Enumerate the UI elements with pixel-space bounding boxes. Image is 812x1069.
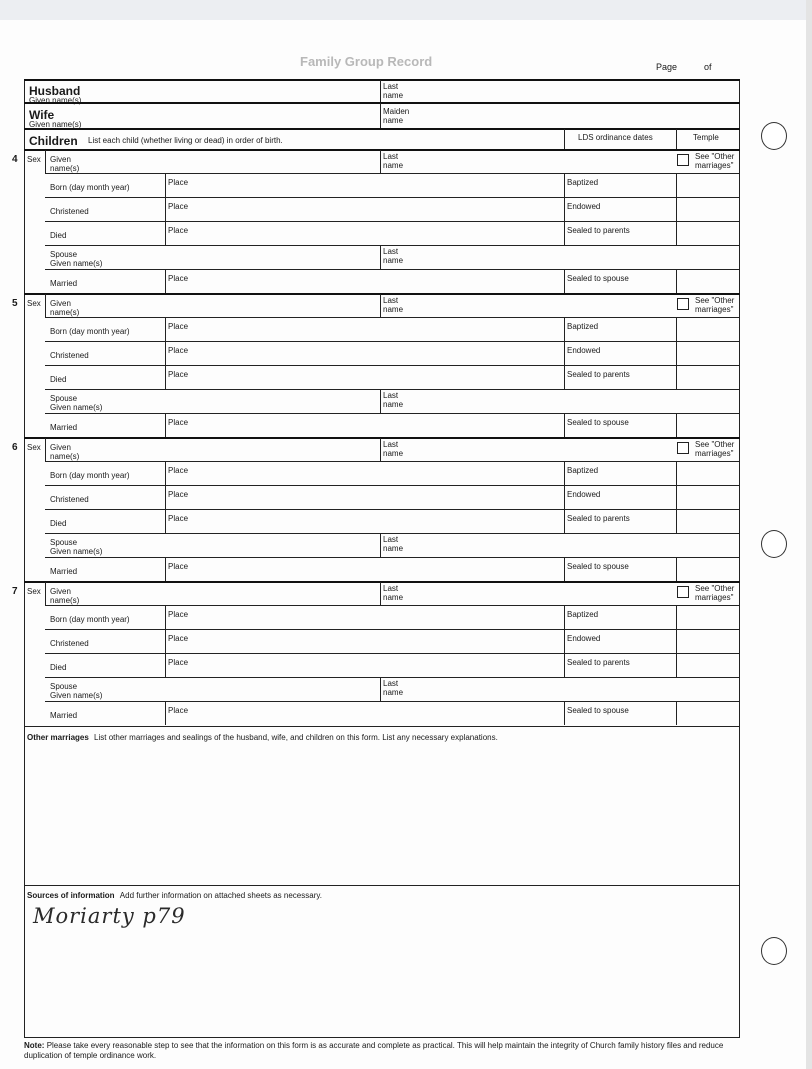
child-5-lds-divider xyxy=(564,317,565,389)
children-temple-divider xyxy=(676,129,677,149)
sealed-to-spouse-date-field[interactable] xyxy=(620,270,672,292)
last-name-label: Last name xyxy=(383,440,404,458)
sealed-to-parents-temple-field[interactable] xyxy=(678,510,736,532)
married-date-field[interactable] xyxy=(48,558,163,580)
born-label: Born (day month year) xyxy=(50,183,130,192)
given-name-label: Given name(s) xyxy=(50,155,80,173)
child-7-married-date-divider xyxy=(165,701,166,725)
born-date-field[interactable] xyxy=(48,174,163,196)
sealed-to-parents-label: Sealed to parents xyxy=(567,370,630,379)
christened-date-field[interactable] xyxy=(48,198,163,220)
child-7-date-divider xyxy=(165,605,166,677)
christened-label: Christened xyxy=(50,351,89,360)
given-name-field[interactable] xyxy=(95,439,375,459)
child-7-temple-divider xyxy=(676,605,677,677)
baptized-date-field[interactable] xyxy=(620,174,672,196)
place-label: Place xyxy=(168,178,189,187)
child-5-spouse-last-divider xyxy=(380,389,381,413)
endowed-temple-field[interactable] xyxy=(678,630,736,652)
sources-handwritten-entry[interactable]: Moriarty p79 xyxy=(33,904,186,928)
temple-column-label: Temple xyxy=(693,133,719,142)
married-place-field[interactable] xyxy=(200,558,560,580)
christened-date-field[interactable] xyxy=(48,486,163,508)
spouse-last-name-field[interactable] xyxy=(420,246,735,268)
last-name-field[interactable] xyxy=(420,295,670,315)
given-name-field[interactable] xyxy=(95,151,375,171)
other-marriages-label: Other marriages xyxy=(27,733,89,742)
child-6-lds-divider xyxy=(564,461,565,533)
spouse-last-label: Last name xyxy=(383,247,404,265)
endowed-date-field[interactable] xyxy=(620,342,672,364)
born-place-field[interactable] xyxy=(200,606,560,628)
note-body: Please take every reasonable step to see that the information on this form is as accurate and complete as practical. This will help maintain the integrity of Church family history files and reduce duplication of temple ordinance work. xyxy=(24,1041,724,1060)
child-6-last-divider xyxy=(380,438,381,461)
last-name-field[interactable] xyxy=(420,583,670,603)
sealed-to-parents-label: Sealed to parents xyxy=(567,514,630,523)
christened-label: Christened xyxy=(50,495,89,504)
see-other-marriages-checkbox[interactable] xyxy=(677,298,689,310)
wife-name-field[interactable] xyxy=(100,104,375,126)
child-6-sex-divider xyxy=(45,438,46,461)
scan-top-band xyxy=(0,0,812,20)
endowed-label: Endowed xyxy=(567,634,601,643)
endowed-temple-field[interactable] xyxy=(678,198,736,220)
endowed-date-field[interactable] xyxy=(620,630,672,652)
child-5-married-temple-divider xyxy=(676,413,677,437)
born-date-field[interactable] xyxy=(48,318,163,340)
wife-maiden-label: Maiden name xyxy=(383,107,410,125)
sealed-to-parents-label: Sealed to parents xyxy=(567,658,630,667)
note-text xyxy=(24,1041,740,1061)
died-place-field[interactable] xyxy=(200,222,560,244)
sealed-to-parents-temple-field[interactable] xyxy=(678,654,736,676)
given-name-label: Given name(s) xyxy=(50,443,80,461)
place-label: Place xyxy=(168,274,189,283)
wife-label: Wife xyxy=(29,108,55,122)
baptized-label: Baptized xyxy=(567,466,599,475)
child-6-date-divider xyxy=(165,461,166,533)
child-7-sex-divider xyxy=(45,582,46,605)
sealed-to-spouse-temple-field[interactable] xyxy=(678,702,736,724)
died-date-field[interactable] xyxy=(48,654,163,676)
christened-label: Christened xyxy=(50,639,89,648)
see-other-marriages-label: See "Other marriages" xyxy=(695,584,735,602)
child-4-spouse-last-divider xyxy=(380,245,381,269)
form-bottom-border xyxy=(24,1037,740,1038)
died-place-field[interactable] xyxy=(200,366,560,388)
sealed-to-parents-label: Sealed to parents xyxy=(567,226,630,235)
baptized-label: Baptized xyxy=(567,610,599,619)
endowed-temple-field[interactable] xyxy=(678,342,736,364)
place-label: Place xyxy=(168,466,189,475)
child-6-spouse-last-divider xyxy=(380,533,381,557)
child-4-last-divider xyxy=(380,150,381,173)
endowed-label: Endowed xyxy=(567,490,601,499)
child-4-sex-divider xyxy=(45,150,46,173)
married-place-field[interactable] xyxy=(200,702,560,724)
place-label: Place xyxy=(168,610,189,619)
other-marriages-field[interactable] xyxy=(26,745,736,883)
given-name-label: Given name(s) xyxy=(50,587,80,605)
spouse-last-label: Last name xyxy=(383,679,404,697)
place-label: Place xyxy=(168,706,189,715)
child-6-married-temple-divider xyxy=(676,557,677,581)
married-date-field[interactable] xyxy=(48,270,163,292)
place-label: Place xyxy=(168,418,189,427)
see-other-marriages-label: See "Other marriages" xyxy=(695,440,735,458)
baptized-label: Baptized xyxy=(567,178,599,187)
born-place-field[interactable] xyxy=(200,318,560,340)
of-label: of xyxy=(704,62,712,72)
sources-instruction: Add further information on attached sheets as necessary. xyxy=(119,891,322,900)
sealed-to-spouse-date-field[interactable] xyxy=(620,558,672,580)
spouse-last-label: Last name xyxy=(383,391,404,409)
binder-hole-middle xyxy=(761,530,787,558)
note-label: Note: xyxy=(24,1041,45,1050)
sealed-to-parents-temple-field[interactable] xyxy=(678,222,736,244)
binder-hole-bottom xyxy=(761,937,787,965)
child-7-married-lds-divider xyxy=(564,701,565,725)
child-6-temple-divider xyxy=(676,461,677,533)
place-label: Place xyxy=(168,202,189,211)
child-4-married-lds-divider xyxy=(564,269,565,293)
place-label: Place xyxy=(168,322,189,331)
baptized-date-field[interactable] xyxy=(620,318,672,340)
christened-label: Christened xyxy=(50,207,89,216)
endowed-date-field[interactable] xyxy=(620,198,672,220)
see-other-marriages-checkbox[interactable] xyxy=(677,442,689,454)
spouse-label: Spouse Given name(s) xyxy=(50,250,103,268)
child-7-lds-divider xyxy=(564,605,565,677)
sealed-to-spouse-label: Sealed to spouse xyxy=(567,562,629,571)
see-other-marriages-label: See "Other marriages" xyxy=(695,296,735,314)
child-5-date-divider xyxy=(165,317,166,389)
last-name-field[interactable] xyxy=(420,439,670,459)
child-5-last-divider xyxy=(380,294,381,317)
christened-place-field[interactable] xyxy=(200,486,560,508)
married-date-field[interactable] xyxy=(48,414,163,436)
child-number: 7 xyxy=(12,586,18,597)
married-label: Married xyxy=(50,567,78,576)
child-5-married-lds-divider xyxy=(564,413,565,437)
last-name-label: Last name xyxy=(383,152,404,170)
died-place-field[interactable] xyxy=(200,510,560,532)
sex-label: Sex xyxy=(27,587,41,596)
sealed-to-spouse-label: Sealed to spouse xyxy=(567,418,629,427)
spouse-given-name-field[interactable] xyxy=(120,534,375,556)
husband-divider xyxy=(380,80,381,102)
lds-ordinance-dates-label: LDS ordinance dates xyxy=(578,133,653,142)
sealed-to-spouse-date-field[interactable] xyxy=(620,702,672,724)
endowed-date-field[interactable] xyxy=(620,486,672,508)
sealed-to-spouse-label: Sealed to spouse xyxy=(567,706,629,715)
christened-place-field[interactable] xyxy=(200,630,560,652)
last-name-field[interactable] xyxy=(420,151,670,171)
bleed-through-title: Family Group Record xyxy=(300,54,433,69)
spouse-given-name-field[interactable] xyxy=(120,678,375,700)
died-place-field[interactable] xyxy=(200,654,560,676)
married-place-field[interactable] xyxy=(200,414,560,436)
sealed-to-parents-temple-field[interactable] xyxy=(678,366,736,388)
baptized-label: Baptized xyxy=(567,322,599,331)
endowed-label: Endowed xyxy=(567,346,601,355)
endowed-label: Endowed xyxy=(567,202,601,211)
born-label: Born (day month year) xyxy=(50,471,130,480)
place-label: Place xyxy=(168,490,189,499)
child-6-married-lds-divider xyxy=(564,557,565,581)
born-label: Born (day month year) xyxy=(50,615,130,624)
child-number: 4 xyxy=(12,154,18,165)
sealed-to-spouse-date-field[interactable] xyxy=(620,414,672,436)
endowed-temple-field[interactable] xyxy=(678,486,736,508)
child-number: 5 xyxy=(12,298,18,309)
died-label: Died xyxy=(50,231,67,240)
see-other-marriages-checkbox[interactable] xyxy=(677,154,689,166)
sealed-to-parents-date-field[interactable] xyxy=(620,366,672,388)
married-place-field[interactable] xyxy=(200,270,560,292)
spouse-last-label: Last name xyxy=(383,535,404,553)
christened-place-field[interactable] xyxy=(200,198,560,220)
place-label: Place xyxy=(168,370,189,379)
christened-place-field[interactable] xyxy=(200,342,560,364)
spouse-last-name-field[interactable] xyxy=(420,534,735,556)
spouse-given-name-field[interactable] xyxy=(120,390,375,412)
sealed-to-spouse-temple-field[interactable] xyxy=(678,558,736,580)
sex-label: Sex xyxy=(27,155,41,164)
died-date-field[interactable] xyxy=(48,510,163,532)
see-other-marriages-label: See "Other marriages" xyxy=(695,152,735,170)
baptized-temple-field[interactable] xyxy=(678,462,736,484)
place-label: Place xyxy=(168,226,189,235)
sealed-to-parents-date-field[interactable] xyxy=(620,222,672,244)
sex-label: Sex xyxy=(27,443,41,452)
christened-date-field[interactable] xyxy=(48,342,163,364)
baptized-date-field[interactable] xyxy=(620,606,672,628)
children-lds-divider xyxy=(564,129,565,149)
child-4-temple-divider xyxy=(676,173,677,245)
born-label: Born (day month year) xyxy=(50,327,130,336)
husband-label: Husband xyxy=(29,84,81,98)
spouse-last-name-field[interactable] xyxy=(420,678,735,700)
place-label: Place xyxy=(168,346,189,355)
sealed-to-parents-date-field[interactable] xyxy=(620,510,672,532)
child-number: 6 xyxy=(12,442,18,453)
see-other-marriages-checkbox[interactable] xyxy=(677,586,689,598)
spouse-label: Spouse Given name(s) xyxy=(50,682,103,700)
christened-date-field[interactable] xyxy=(48,630,163,652)
husband-given-label: Given name(s) xyxy=(29,96,82,105)
spouse-last-name-field[interactable] xyxy=(420,390,735,412)
other-marriages-instruction: List other marriages and sealings of the husband, wife, and children on this form. List any necessary explanations. xyxy=(94,733,498,742)
scan-right-edge xyxy=(806,0,812,1069)
sealed-to-spouse-label: Sealed to spouse xyxy=(567,274,629,283)
sources-heading xyxy=(27,891,322,900)
sex-label: Sex xyxy=(27,299,41,308)
baptized-temple-field[interactable] xyxy=(678,318,736,340)
spouse-label: Spouse Given name(s) xyxy=(50,394,103,412)
child-4-lds-divider xyxy=(564,173,565,245)
child-7-spouse-last-divider xyxy=(380,677,381,701)
form-right-border xyxy=(739,79,740,1037)
child-7-married-temple-divider xyxy=(676,701,677,725)
married-label: Married xyxy=(50,423,78,432)
child-6-married-date-divider xyxy=(165,557,166,581)
born-place-field[interactable] xyxy=(200,462,560,484)
born-date-field[interactable] xyxy=(48,606,163,628)
other-marriages-heading xyxy=(27,733,498,742)
place-label: Place xyxy=(168,658,189,667)
children-top-rule xyxy=(24,128,740,130)
baptized-temple-field[interactable] xyxy=(678,606,736,628)
last-name-label: Last name xyxy=(383,584,404,602)
sources-top-rule xyxy=(24,885,740,886)
child-4-married-temple-divider xyxy=(676,269,677,293)
children-instruction: List each child (whether living or dead) in order of birth. xyxy=(88,136,283,145)
child-4-married-date-divider xyxy=(165,269,166,293)
sealed-to-parents-date-field[interactable] xyxy=(620,654,672,676)
died-date-field[interactable] xyxy=(48,222,163,244)
married-label: Married xyxy=(50,279,78,288)
wife-given-label: Given name(s) xyxy=(29,120,82,129)
other-marriages-top-rule xyxy=(24,726,740,727)
husband-last-label: Last name xyxy=(383,82,404,100)
child-5-sex-divider xyxy=(45,294,46,317)
baptized-date-field[interactable] xyxy=(620,462,672,484)
child-4-date-divider xyxy=(165,173,166,245)
born-place-field[interactable] xyxy=(200,174,560,196)
given-name-label: Given name(s) xyxy=(50,299,80,317)
sources-label: Sources of information xyxy=(27,891,115,900)
wife-divider xyxy=(380,103,381,128)
husband-name-field[interactable] xyxy=(100,81,375,101)
place-label: Place xyxy=(168,514,189,523)
died-label: Died xyxy=(50,375,67,384)
sealed-to-spouse-temple-field[interactable] xyxy=(678,414,736,436)
sealed-to-spouse-temple-field[interactable] xyxy=(678,270,736,292)
last-name-label: Last name xyxy=(383,296,404,314)
given-name-field[interactable] xyxy=(95,295,375,315)
child-5-temple-divider xyxy=(676,317,677,389)
spouse-label: Spouse Given name(s) xyxy=(50,538,103,556)
binder-hole-top xyxy=(761,122,787,150)
child-5-married-date-divider xyxy=(165,413,166,437)
died-date-field[interactable] xyxy=(48,366,163,388)
died-label: Died xyxy=(50,663,67,672)
given-name-field[interactable] xyxy=(95,583,375,603)
born-date-field[interactable] xyxy=(48,462,163,484)
married-date-field[interactable] xyxy=(48,702,163,724)
child-7-last-divider xyxy=(380,582,381,605)
died-label: Died xyxy=(50,519,67,528)
children-label: Children xyxy=(29,134,78,148)
baptized-temple-field[interactable] xyxy=(678,174,736,196)
place-label: Place xyxy=(168,562,189,571)
married-label: Married xyxy=(50,711,78,720)
page-label: Page xyxy=(656,62,678,72)
form-left-border xyxy=(24,79,25,1037)
spouse-given-name-field[interactable] xyxy=(120,246,375,268)
place-label: Place xyxy=(168,634,189,643)
